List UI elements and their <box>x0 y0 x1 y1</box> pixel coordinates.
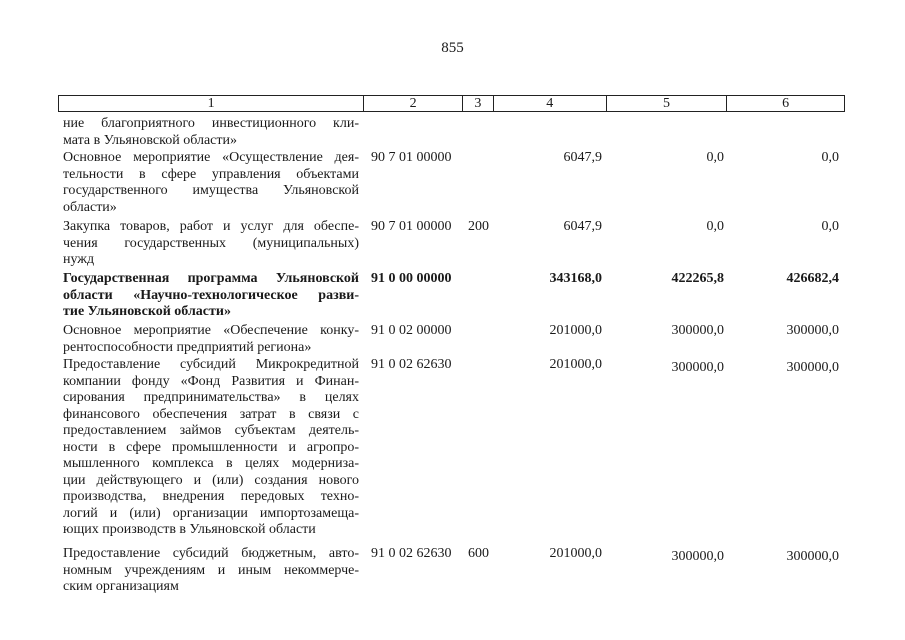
row-code: 91 0 02 62630 <box>371 357 452 372</box>
row-value-col5: 300000,0 <box>671 360 724 375</box>
row-expense-type: 600 <box>468 546 489 561</box>
row-name <box>63 357 359 539</box>
row-name-line: Предоставление субсидий бюджетным, авто- <box>63 546 359 561</box>
row-name-line: ющих производств в Ульяновской области <box>63 522 316 537</box>
row-value-col4: 6047,9 <box>563 150 602 165</box>
row-name-line: финансового обеспечения затрат в связи с <box>63 406 359 422</box>
row-code: 90 7 01 00000 <box>371 150 452 165</box>
row-name <box>63 116 359 149</box>
row-name-line: производства, внедрения передовых техно- <box>63 489 359 504</box>
row-name-line: области» <box>63 199 117 215</box>
row-name-line: ности в сфере промышленности и агропро- <box>63 439 359 455</box>
row-value-col4: 201000,0 <box>549 546 602 561</box>
row-value-col6: 300000,0 <box>786 323 839 338</box>
header-col-6: 6 <box>782 96 790 111</box>
row-name <box>63 150 359 216</box>
header-col-5: 5 <box>607 96 728 111</box>
row-code: 91 0 02 00000 <box>371 323 452 338</box>
row-value-col4: 6047,9 <box>563 219 602 234</box>
row-name <box>63 271 359 321</box>
row-name-line: ции действующего и (или) создания нового <box>63 472 359 488</box>
header-col-3: 3 <box>463 96 494 111</box>
row-name-line: тельности в сфере управления объектами <box>63 166 359 182</box>
row-name-line: Государственная программа Ульяновской <box>63 271 359 286</box>
row-name <box>63 546 359 596</box>
row-name-line: тие Ульяновской области» <box>63 304 231 319</box>
row-name-line: Предоставление субсидий Микрокредитной <box>63 357 359 372</box>
header-col-1: 1 <box>59 96 364 111</box>
row-value-col5: 300000,0 <box>671 549 724 564</box>
row-name <box>63 219 359 269</box>
row-value-col6: 300000,0 <box>786 549 839 564</box>
row-value-col4: 201000,0 <box>549 323 602 338</box>
row-value-col5: 0,0 <box>706 150 724 165</box>
row-name-line: сирования предпринимательства» в целях <box>63 390 359 405</box>
row-value-col5: 300000,0 <box>671 323 724 338</box>
row-name-line: Основное мероприятие «Осуществление дея- <box>63 150 359 165</box>
page-number: 855 <box>441 40 464 56</box>
table-header-row <box>58 95 845 112</box>
row-value-col4: 343168,0 <box>549 271 602 286</box>
header-col-4: 4 <box>494 96 607 111</box>
row-value-col5: 422265,8 <box>671 271 724 286</box>
row-name-line: Закупка товаров, работ и услуг для обеспе- <box>63 219 359 234</box>
row-code: 90 7 01 00000 <box>371 219 452 234</box>
row-name-line: государственного имущества Ульяновской <box>63 183 359 198</box>
row-code: 91 0 00 00000 <box>371 271 452 286</box>
row-name-line: компании фонду «Фонд Развития и Финан- <box>63 373 359 389</box>
row-name-line: мата в Ульяновской области» <box>63 132 237 148</box>
row-name-line: ским организациям <box>63 579 179 594</box>
row-name-line: области «Научно-технологическое разви- <box>63 287 359 303</box>
row-name-line: мышленного комплекса в целях модерниза- <box>63 456 359 471</box>
row-name-line: нужд <box>63 252 95 267</box>
header-col-2: 2 <box>364 96 463 111</box>
row-value-col4: 201000,0 <box>549 357 602 372</box>
row-name-line: рентоспособности предприятий региона» <box>63 339 312 355</box>
row-name-line: предоставлением займов субъектам деятель- <box>63 423 359 438</box>
row-value-col5: 0,0 <box>706 219 724 234</box>
row-name-line: чения государственных (муниципальных) <box>63 235 359 251</box>
row-code: 91 0 02 62630 <box>371 546 452 561</box>
row-value-col6: 426682,4 <box>786 271 839 286</box>
row-value-col6: 0,0 <box>821 219 839 234</box>
row-name-line: ние благоприятного инвестиционного кли- <box>63 116 359 131</box>
row-name-line: номным учреждениям и иным некоммерче- <box>63 562 359 578</box>
row-name-line: Основное мероприятие «Обеспечение конку- <box>63 323 359 338</box>
row-name-line: логий и (или) организации импортозамещa- <box>63 505 359 521</box>
row-value-col6: 0,0 <box>821 150 839 165</box>
row-expense-type: 200 <box>468 219 489 234</box>
row-value-col6: 300000,0 <box>786 360 839 375</box>
row-name <box>63 323 359 356</box>
